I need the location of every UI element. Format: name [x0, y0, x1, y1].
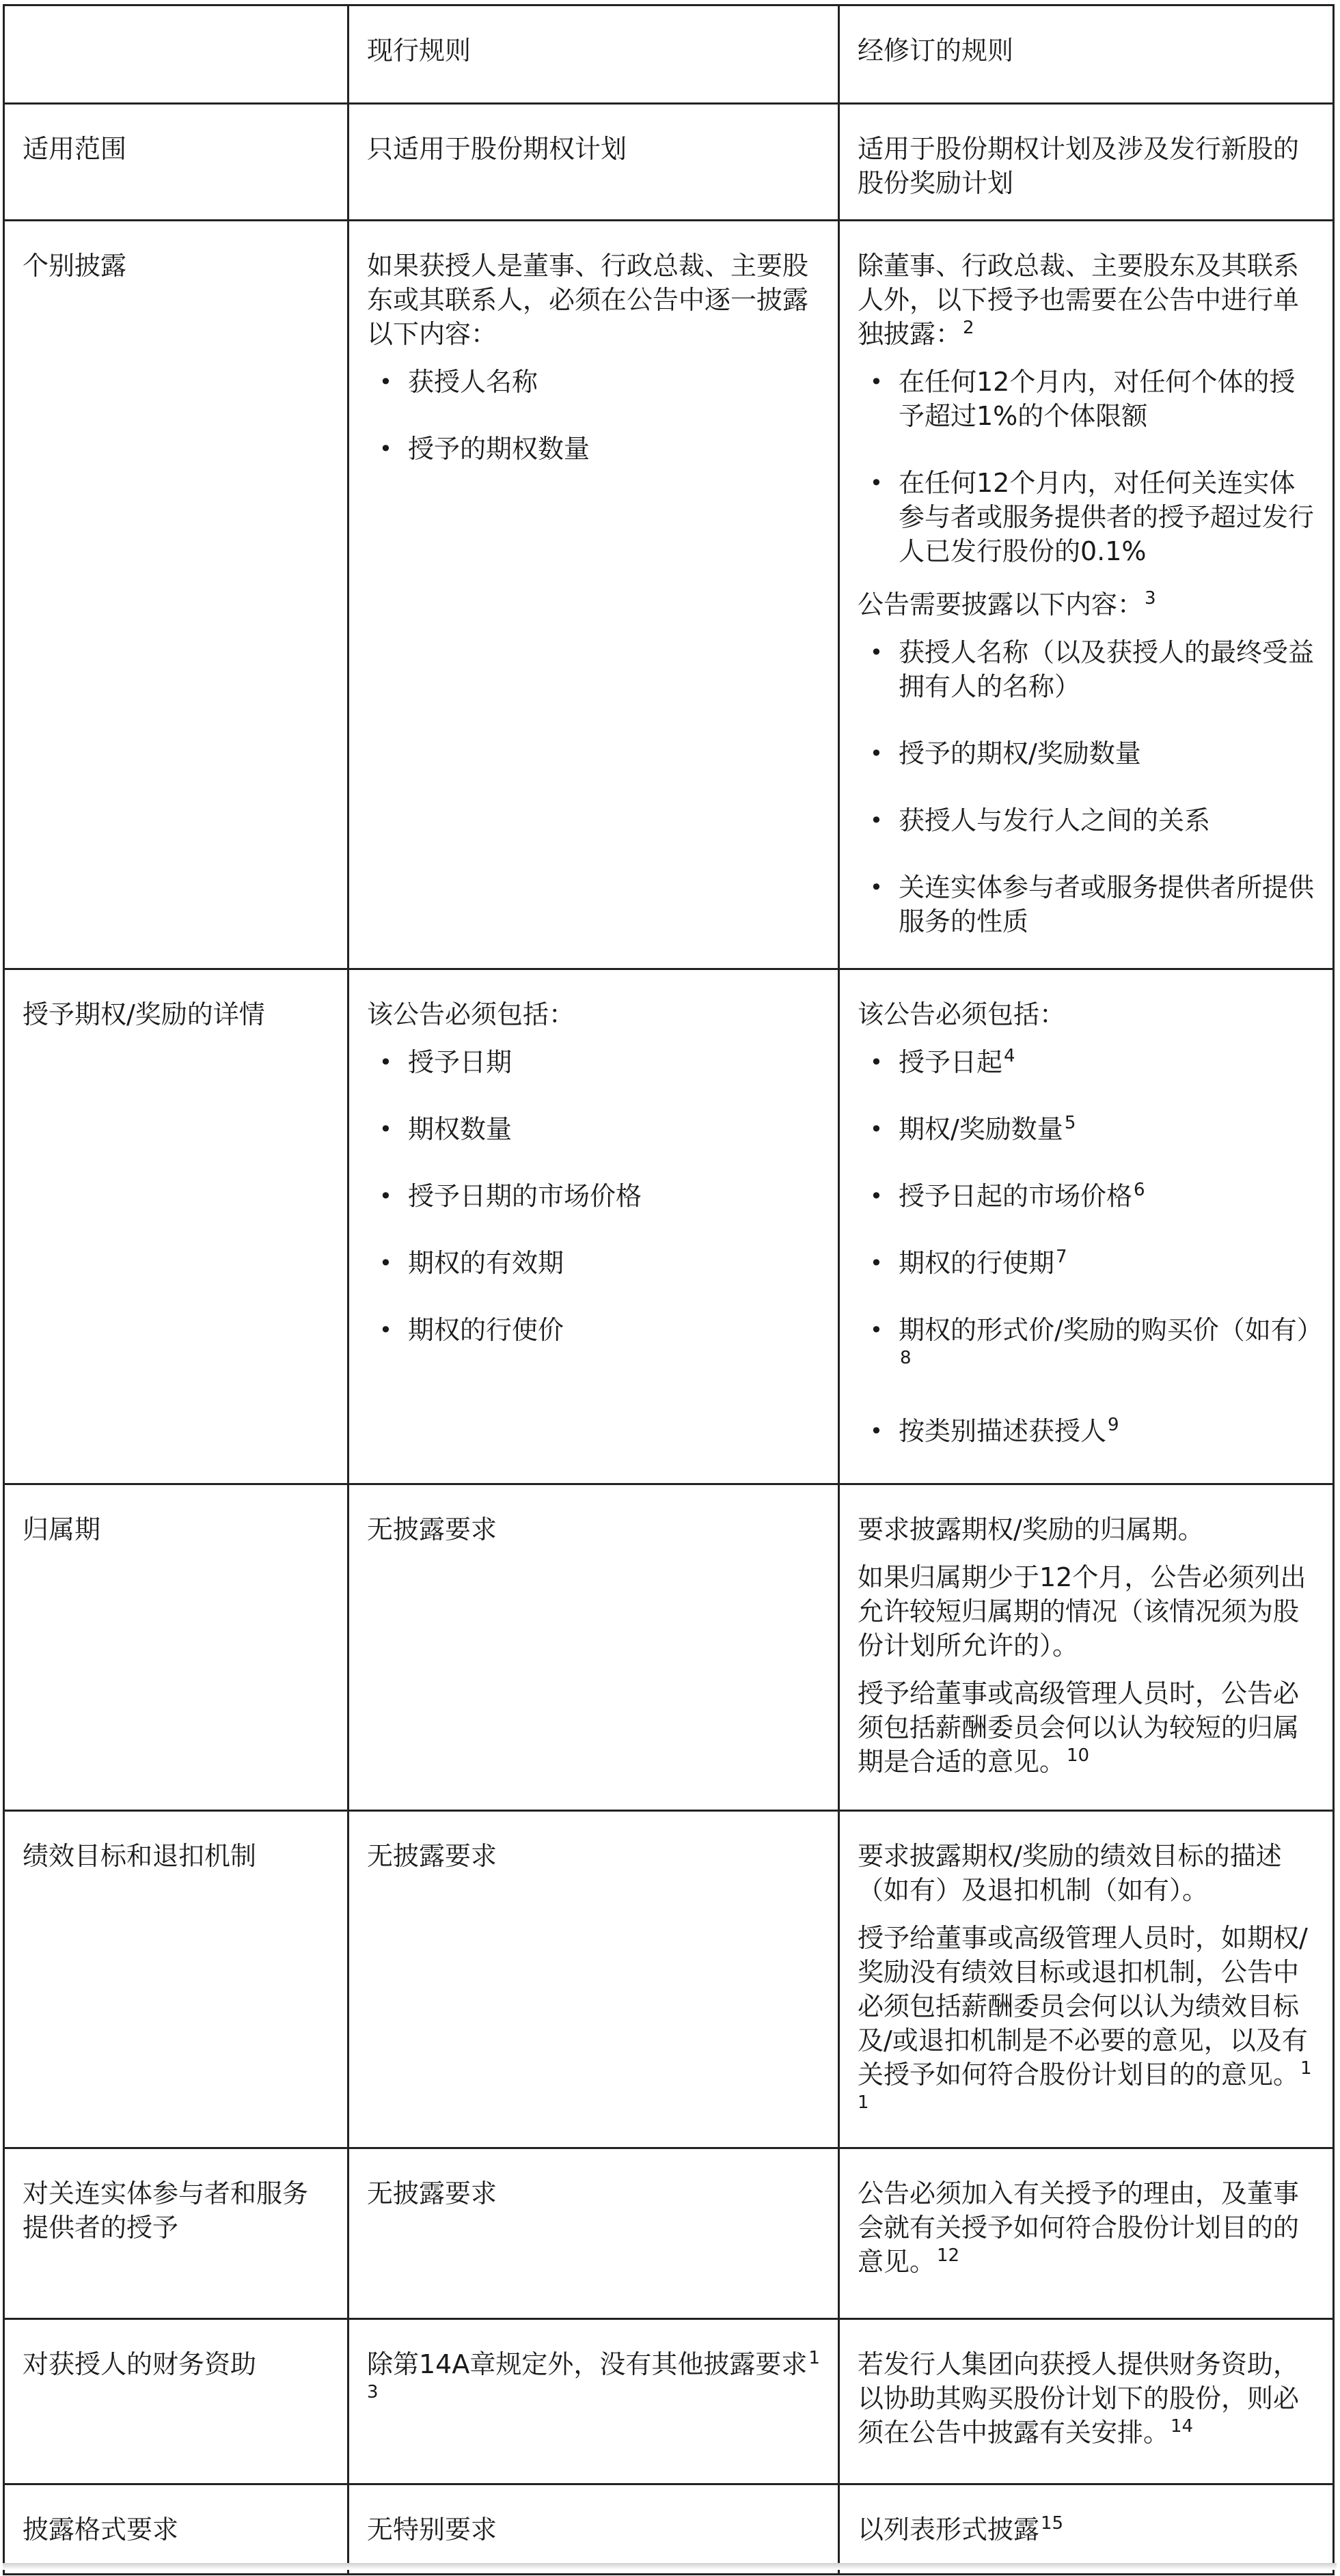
list-item: • 授予的期权/奖励数量	[858, 736, 1315, 771]
row-label: 披露格式要求	[4, 2484, 348, 2575]
footnote-ref: 4	[1004, 1046, 1015, 1066]
list-item: • 期权的行使期$^7$	[858, 1246, 1315, 1280]
row-label: 绩效目标和退扣机制	[4, 1811, 348, 2148]
cell-text: 授予给董事或高级管理人员时，如期权/奖励没有绩效目标或退扣机制，公告中必须包括薪酬委员会何以认为绩效目标及/或退扣机制是不必要的意见，以及有关授予如何符合股份计划目的的意见。$^{11}$	[858, 1923, 1312, 2113]
cell-text: 该公告必须包括：	[858, 999, 1066, 1029]
cell-text: 要求披露期权/奖励的归属期。	[858, 1514, 1204, 1545]
cell-text: 以列表形式披露$^{15}$	[858, 2513, 1064, 2545]
cell-text: 公告需要披露以下内容：$^3$	[858, 588, 1156, 620]
revised-rule-cell	[839, 969, 1334, 1484]
list-item: • 授予日起$^4$	[858, 1045, 1315, 1079]
rules-comparison-table	[3, 4, 1335, 2575]
cell-text: 如果归属期少于12个月，公告必须列出允许较短归属期的情况（该情况须为股份计划所允许的）。	[858, 1562, 1307, 1661]
current-rule-cell	[348, 1811, 839, 2148]
footnote-ref: 2	[963, 318, 974, 338]
list-item: • 期权数量	[367, 1112, 820, 1146]
list-item: • 按类别描述获授人$^9$	[858, 1414, 1315, 1448]
current-rule-cell	[348, 104, 839, 221]
table-row	[4, 1811, 1334, 2148]
table-row	[4, 221, 1334, 969]
cell-text: 无披露要求	[367, 1514, 497, 1545]
list-item: • 授予日期的市场价格	[367, 1179, 820, 1213]
table-row	[4, 2319, 1334, 2484]
list-item: • 期权的有效期	[367, 1246, 820, 1280]
bullet-list	[858, 635, 1315, 939]
footnote-ref: 5	[1064, 1113, 1076, 1133]
row-label: 个别披露	[4, 221, 348, 969]
current-rule-cell	[348, 221, 839, 969]
row-label: 对关连实体参与者和服务提供者的授予	[4, 2148, 348, 2319]
header-current-rules: 现行规则	[348, 5, 839, 104]
footnote-ref: 7	[1056, 1247, 1067, 1267]
footnote-ref: 14	[1171, 2416, 1194, 2437]
row-label: 适用范围	[4, 104, 348, 221]
table-row	[4, 2148, 1334, 2319]
page-bottom-shadow	[3, 2563, 1337, 2570]
cell-text: 适用于股份期权计划及涉及发行新股的股份奖励计划	[858, 134, 1300, 198]
row-label: 归属期	[4, 1484, 348, 1811]
cell-text: 无披露要求	[367, 2178, 497, 2208]
current-rule-cell	[348, 1484, 839, 1811]
revised-rule-cell	[839, 2484, 1334, 2575]
revised-rule-cell	[839, 221, 1334, 969]
list-item: • 授予日起的市场价格$^6$	[858, 1179, 1315, 1213]
cell-text: 若发行人集团向获授人提供财务资助，以协助其购买股份计划下的股份，则必须在公告中披露有关安排。$^{14}$	[858, 2349, 1300, 2448]
bullet-list	[367, 365, 820, 466]
header-blank-cell	[4, 5, 348, 104]
table-row	[4, 969, 1334, 1484]
list-item: • 期权的行使价	[367, 1313, 820, 1347]
footnote-ref: 11	[858, 2058, 1312, 2113]
table-row	[4, 1484, 1334, 1811]
cell-text: 授予给董事或高级管理人员时，公告必须包括薪酬委员会何以认为较短的归属期是合适的意见。$^{10}$	[858, 1678, 1300, 1777]
list-item: • 授予日期	[367, 1045, 820, 1079]
revised-rule-cell	[839, 2319, 1334, 2484]
footnote-ref: 10	[1067, 1745, 1090, 1766]
row-label: 授予期权/奖励的详情	[4, 969, 348, 1484]
table-row	[4, 2484, 1334, 2575]
cell-text: 如果获授人是董事、行政总裁、主要股东或其联系人，必须在公告中逐一披露以下内容：	[367, 251, 809, 349]
cell-text: 公告必须加入有关授予的理由，及董事会就有关授予如何符合股份计划目的的意见。$^{12}$	[858, 2178, 1300, 2277]
list-item: • 关连实体参与者或服务提供者所提供服务的性质	[858, 870, 1315, 939]
header-revised-rules: 经修订的规则	[839, 5, 1334, 104]
bullet-list	[858, 1045, 1323, 1448]
cell-text: 无披露要求	[367, 1841, 497, 1871]
cell-text: 要求披露期权/奖励的绩效目标的描述（如有）及退扣机制（如有）。	[858, 1841, 1282, 1905]
list-item: • 获授人名称	[367, 365, 820, 399]
footnote-ref: 12	[937, 2245, 960, 2266]
current-rule-cell	[348, 969, 839, 1484]
list-item: • 期权/奖励数量$^5$	[858, 1112, 1315, 1146]
current-rule-cell	[348, 2319, 839, 2484]
list-item: • 在任何12个月内，对任何关连实体参与者或服务提供者的授予超过发行人已发行股份的0.1%	[858, 466, 1315, 568]
footnote-ref: 9	[1108, 1415, 1119, 1435]
footnote-ref: 8	[900, 1348, 912, 1368]
footnote-ref: 13	[367, 2348, 820, 2402]
cell-text: 除第14A章规定外，没有其他披露要求$^{13}$	[367, 2348, 820, 2402]
cell-text: 只适用于股份期权计划	[367, 134, 627, 164]
list-item: • 获授人名称（以及获授人的最终受益拥有人的名称）	[858, 635, 1315, 704]
current-rule-cell	[348, 2148, 839, 2319]
list-item: • 期权的形式价/奖励的购买价（如有）$^8$	[858, 1313, 1315, 1381]
revised-rule-cell	[839, 104, 1334, 221]
list-item: • 授予的期权数量	[367, 432, 820, 466]
revised-rule-cell	[839, 1811, 1334, 2148]
cell-text: 除董事、行政总裁、主要股东及其联系人外，以下授予也需要在公告中进行单独披露：$^2$	[858, 251, 1300, 349]
current-rule-cell	[348, 2484, 839, 2575]
footnote-ref: 15	[1041, 2513, 1064, 2534]
bullet-list	[367, 1045, 820, 1347]
footnote-ref: 3	[1145, 588, 1156, 609]
revised-rule-cell	[839, 2148, 1334, 2319]
cell-text: 无特别要求	[367, 2515, 497, 2545]
bullet-list	[858, 365, 1315, 568]
table-header-row	[4, 5, 1334, 104]
footnote-ref: 6	[1134, 1180, 1145, 1200]
list-item: • 获授人与发行人之间的关系	[858, 803, 1315, 837]
table-row	[4, 104, 1334, 221]
list-item: • 在任何12个月内，对任何个体的授予超过1%的个体限额	[858, 365, 1315, 433]
cell-text: 该公告必须包括：	[367, 999, 575, 1029]
row-label: 对获授人的财务资助	[4, 2319, 348, 2484]
revised-rule-cell	[839, 1484, 1334, 1811]
